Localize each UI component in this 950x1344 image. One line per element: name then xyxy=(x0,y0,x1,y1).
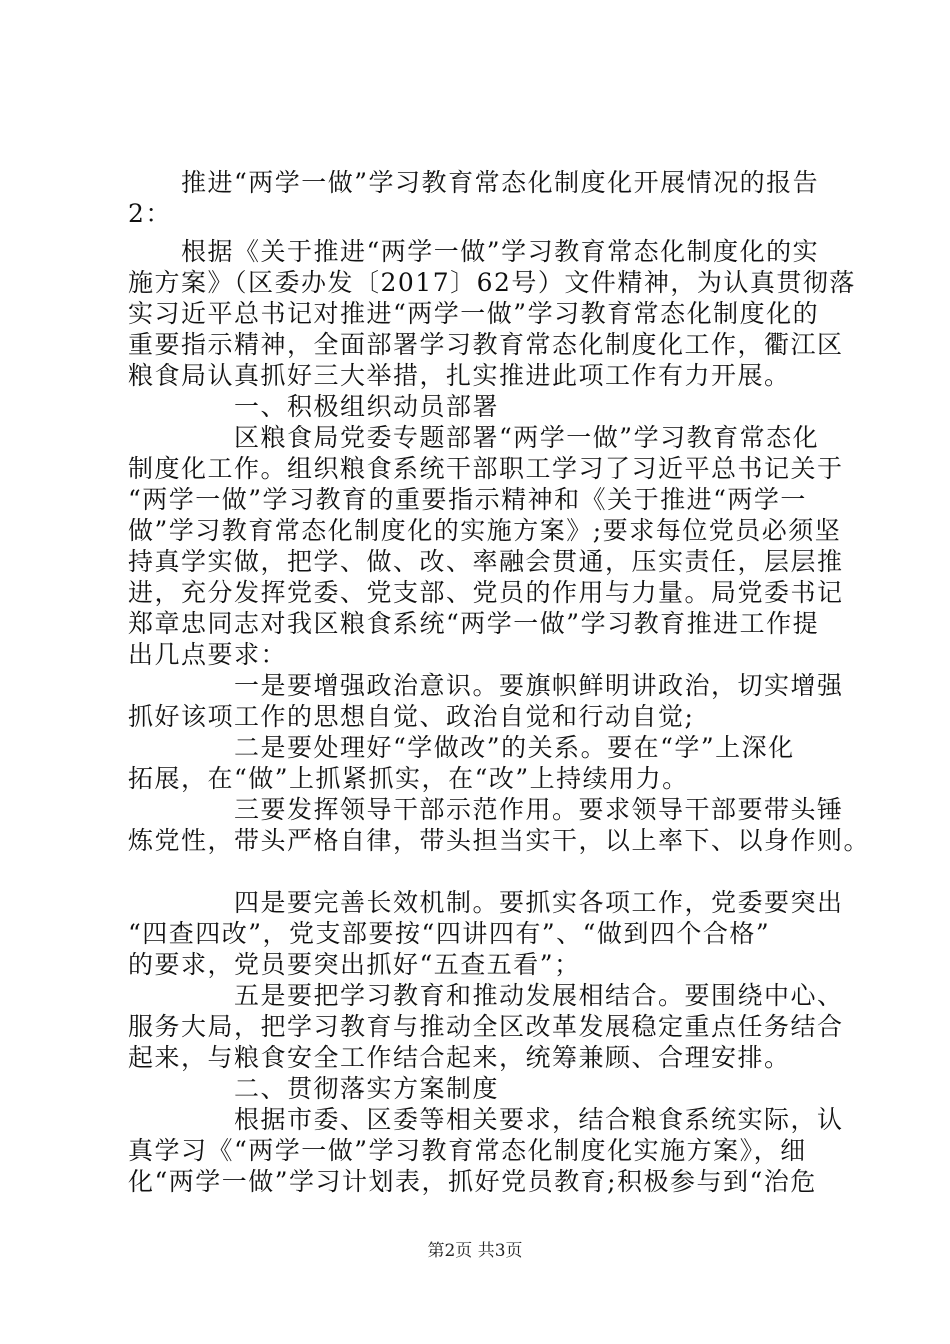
text-line: 四是要完善长效机制。要抓实各项工作，党委要突出 xyxy=(128,888,844,917)
text-line: 炼党性，带头严格自律，带头担当实干，以上率下、以身作则。 xyxy=(128,826,871,855)
text-line: 五是要把学习教育和推动发展相结合。要围绕中心、 xyxy=(128,981,844,1010)
text-line: 出几点要求： xyxy=(128,640,288,669)
text-line: 一是要增强政治意识。要旗帜鲜明讲政治，切实增强 xyxy=(128,671,844,700)
text-line: 化“两学一做”学习计划表，抓好党员教育;积极参与到“治危 xyxy=(128,1167,817,1196)
text-line: 拓展，在“做”上抓紧抓实，在“改”上持续用力。 xyxy=(128,764,689,793)
text-line: 起来，与粮食安全工作结合起来，统筹兼顾、合理安排。 xyxy=(128,1043,791,1072)
text-line: 制度化工作。组织粮食系统干部职工学习了习近平总书记关于 xyxy=(128,454,844,483)
text-line: 郑章忠同志对我区粮食系统“两学一做”学习教育推进工作提 xyxy=(128,609,820,638)
text-line: “两学一做”学习教育的重要指示精神和《关于推进“两学一 xyxy=(128,485,807,514)
section-heading: 一、积极组织动员部署 xyxy=(128,392,500,421)
text-line: 持真学实做，把学、做、改、率融会贯通，压实责任，层层推 xyxy=(128,547,844,576)
text-line: 施方案》（区委办发〔2017〕62号）文件精神，为认真贯彻落 xyxy=(128,268,856,297)
text-line: 重要指示精神，全面部署学习教育常态化制度化工作，衢江区 xyxy=(128,330,844,359)
text-line: 根据《关于推进“两学一做”学习教育常态化制度化的实 xyxy=(128,237,820,266)
text-line: 做”学习教育常态化制度化的实施方案》;要求每位党员必须坚 xyxy=(128,516,842,545)
text-line: 三要发挥领导干部示范作用。要求领导干部要带头锤 xyxy=(128,795,844,824)
text-line: 根据市委、区委等相关要求，结合粮食系统实际，认 xyxy=(128,1105,844,1134)
page-footer: 第2页 共3页 xyxy=(427,1241,523,1261)
text-line: 进，充分发挥党委、党支部、党员的作用与力量。局党委书记 xyxy=(128,578,844,607)
text-line: 抓好该项工作的思想自觉、政治自觉和行动自觉; xyxy=(128,702,695,731)
text-line: 推进“两学一做”学习教育常态化制度化开展情况的报告 xyxy=(128,168,820,197)
text-line: 的要求，党员要突出抓好“五查五看”； xyxy=(128,950,581,979)
text-line: 二是要处理好“学做改”的关系。要在“学”上深化 xyxy=(128,733,795,762)
text-line: 真学习《“两学一做”学习教育常态化制度化实施方案》，细 xyxy=(128,1136,807,1165)
section-heading: 二、贯彻落实方案制度 xyxy=(128,1074,500,1103)
text-line: 2： xyxy=(128,199,172,228)
text-line: 区粮食局党委专题部署“两学一做”学习教育常态化 xyxy=(128,423,820,452)
text-line: 粮食局认真抓好三大举措，扎实推进此项工作有力开展。 xyxy=(128,361,791,390)
text-line: “四查四改”，党支部要按“四讲四有”、“做到四个合格” xyxy=(128,919,771,948)
text-line: 实习近平总书记对推进“两学一做”学习教育常态化制度化的 xyxy=(128,299,820,328)
text-line: 服务大局，把学习教育与推动全区改革发展稳定重点任务结合 xyxy=(128,1012,844,1041)
